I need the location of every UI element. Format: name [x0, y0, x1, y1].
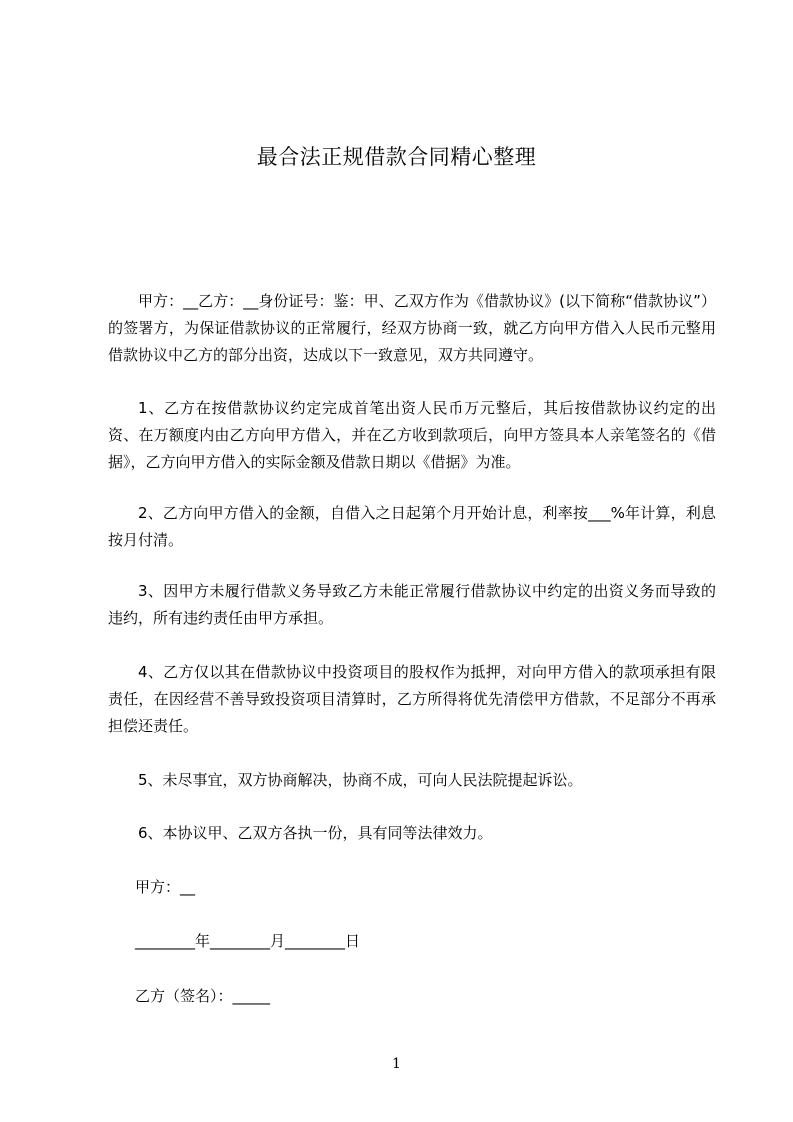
- clause-4: 4、乙方仅以其在借款协议中投资项目的股权作为抵押，对向甲方借入的款项承担有限责任，在因经营不善导致投资项目清算时，乙方所得将优先清偿甲方借款，不足部分不再承担偿还责任。: [108, 663, 716, 735]
- clause-1: 1、乙方在按借款协议约定完成首笔出资人民币万元整后，其后按借款协议约定的出资、在万额度内由乙方向甲方借入，并在乙方收到款项后，向甲方签具本人亲笔签名的《借据》，乙方向甲方借入的实际金额及借款日期以《借据》为准。: [108, 399, 716, 471]
- intro-paragraph: 甲方：__乙方：__身份证号：鉴：甲、乙双方作为《借款协议》(以下简称“借款协议”）的签署方，为保证借款协议的正常履行，经双方协商一致，就乙方向甲方借入人民币元整用借款协议中乙方的部分出资，达成以下一致意见，双方共同遵守。: [108, 292, 716, 364]
- page-number: 1: [392, 1056, 401, 1072]
- clause-3: 3、因甲方未履行借款义务导致乙方未能正常履行借款协议中约定的出资义务而导致的违约，所有违约责任由甲方承担。: [108, 582, 716, 627]
- clause-2: 2、乙方向甲方借入的金额，自借入之日起第个月开始计息，利率按___%年计算，利息按月付清。: [108, 504, 716, 549]
- party-a-signature: 甲方：__: [135, 878, 196, 896]
- document-title: 最合法正规借款合同精心整理: [256, 145, 537, 169]
- clause-6: 6、本协议甲、乙双方各执一份，具有同等法律效力。: [138, 824, 493, 842]
- party-b-signature: 乙方（签名）：_____: [135, 987, 271, 1005]
- clause-5: 5、未尽事宜，双方协商解决，协商不成，可向人民法院提起诉讼。: [138, 771, 583, 789]
- signature-date: ________年________月________日: [135, 932, 361, 950]
